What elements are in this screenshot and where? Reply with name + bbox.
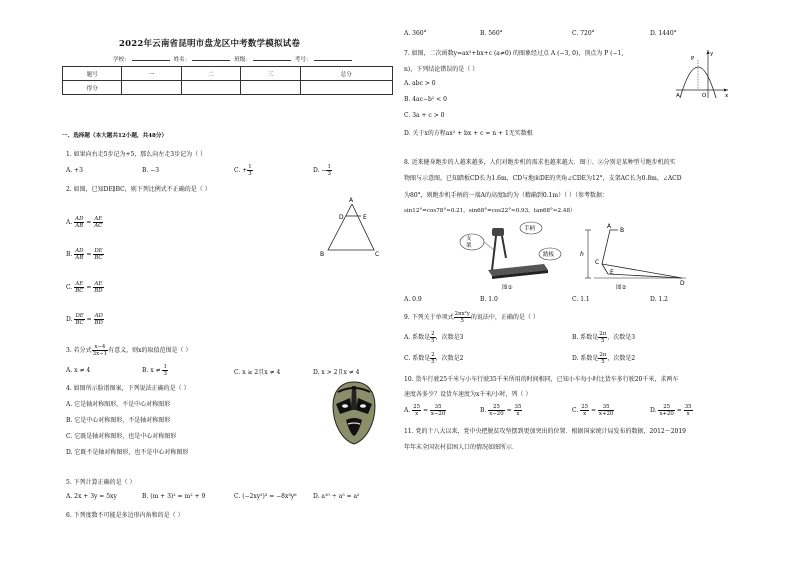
page-title: 2022年云南省昆明市盘龙区中考数学模拟试卷 bbox=[119, 39, 301, 49]
q6-option-b[interactable]: B. 560° bbox=[480, 30, 503, 37]
q6-option-d[interactable]: D. 1440° bbox=[650, 30, 677, 37]
score-cell[interactable] bbox=[122, 81, 181, 95]
q1-option-a[interactable]: A. +3 bbox=[66, 167, 83, 174]
q5-option-d[interactable]: D. a¹⁰ ÷ a⁵ = a² bbox=[313, 493, 360, 500]
fig2-caption: 图② bbox=[616, 285, 627, 291]
score-table bbox=[62, 66, 393, 95]
q5-option-a[interactable]: A. 2x + 3y = 5xy bbox=[66, 493, 117, 500]
q1-option-d[interactable]: D. − $\frac{1}{3}$ bbox=[313, 164, 331, 177]
fig-label-support-1: 支 bbox=[466, 236, 472, 242]
q8-line-4: sin12°=cos78°≈0.21，sin68°=cos22°≈0.93，tan68°≈2.48） bbox=[404, 208, 576, 214]
q10-option-d[interactable]: D. $\frac{25}{x+20}$ = $\frac{35}{x}$ bbox=[650, 404, 692, 417]
exam-no-blank[interactable] bbox=[314, 55, 352, 61]
fig-label-c: C bbox=[375, 251, 380, 258]
fig1-caption: 图① bbox=[502, 285, 513, 291]
q2-triangle-figure bbox=[312, 196, 384, 262]
q8-line-3: 为80°，则跑步机手柄的一端A的高度h约为（精确到0.1m）（ ）（参考数据： bbox=[404, 192, 608, 199]
fig-label-handle: 手柄 bbox=[524, 226, 536, 232]
q11-line-1: 11. 党的十八大以来，党中央把脱贫攻坚摆到更加突出的位置．根据国家统计局发布的数据，2012～2019 bbox=[404, 428, 686, 435]
exam-no-label: 考号： bbox=[294, 57, 312, 63]
q10-line-1: 10. 货车行驶25千米与小车行驶35千米所用的时间相同，已知小车每小时比货车多行驶20千米，求两车 bbox=[404, 376, 679, 383]
q2-option-d[interactable]: D. $\frac{DE}{BC}$ = $\frac{AD}{BD}$ bbox=[66, 313, 103, 326]
score-cell[interactable] bbox=[181, 81, 240, 95]
q4-option-b[interactable]: B. 它是中心对称图形，不是轴对称图形 bbox=[66, 417, 171, 424]
q2-option-c[interactable]: C. $\frac{AE}{BC}$ = $\frac{AE}{BD}$ bbox=[66, 281, 103, 294]
fig-label-x: x bbox=[725, 93, 729, 99]
q10-option-c[interactable]: C. $\frac{25}{x}$ = $\frac{35}{x+20}$ bbox=[572, 404, 614, 417]
fig-label-a: A bbox=[676, 93, 680, 99]
q3-stem: 3. 若分式 $\frac{x-4}{3x-1}$ 有意义，则x的取值范围是（ ） bbox=[66, 344, 192, 357]
q4-option-c[interactable]: C. 它既是轴对称图形，也是中心对称图形 bbox=[66, 433, 177, 440]
score-cell: 总分 bbox=[300, 67, 392, 81]
score-value-row bbox=[63, 81, 393, 95]
q7-option-a[interactable]: A. abc > 0 bbox=[404, 80, 436, 87]
q9-stem: 9. 下列关于单项式 $\frac{\text{2πx²y}}{5}$ 的说法中，正确的是（ ） bbox=[404, 311, 539, 324]
q7-line-2: n)，下列结论错误的是（ ） bbox=[404, 66, 479, 73]
q6-stem: 6. 下列度数不可能是多边形内角和的是（ ） bbox=[66, 512, 184, 519]
q3-option-d[interactable]: D. x > 2且x ≠ 4 bbox=[313, 369, 360, 376]
q10-line-2: 速度各多少？设货车速度为x千米/小时，列（ ） bbox=[404, 391, 532, 398]
fig-label-b2: B bbox=[620, 227, 625, 234]
score-cell: 题号 bbox=[63, 67, 122, 81]
section-heading: 一、选择题（本大题共12小题，共48分） bbox=[62, 133, 168, 139]
q3-option-b[interactable]: B. x ≠ $\frac{1}{3}$ bbox=[142, 364, 167, 377]
score-cell[interactable] bbox=[300, 81, 392, 95]
q4-option-d[interactable]: D. 它既不是轴对称图形，也不是中心对称图形 bbox=[66, 449, 189, 456]
student-info-line bbox=[113, 55, 354, 63]
fig-label-y: y bbox=[710, 51, 714, 57]
class-blank[interactable] bbox=[253, 55, 291, 61]
fig-label-support-2: 架 bbox=[466, 243, 472, 249]
q8-option-b[interactable]: B. 1.0 bbox=[480, 296, 498, 303]
q5-option-c[interactable]: C. (−2xy²)³ = −8x³y⁶ bbox=[234, 493, 297, 500]
q5-stem: 5. 下列计算正确的是（ ） bbox=[66, 479, 136, 486]
q9-option-d[interactable]: D. 系数是 $\frac{2\pi}{5}$ ，次数是2 bbox=[572, 352, 636, 365]
name-blank[interactable] bbox=[192, 55, 230, 61]
opera-mask-image bbox=[330, 380, 378, 446]
treadmill-diagram-figure bbox=[574, 222, 694, 292]
q7-parabola-figure bbox=[672, 48, 732, 100]
school-label: 学校： bbox=[113, 57, 130, 63]
score-cell: 三 bbox=[241, 67, 300, 81]
fig-label-o: O bbox=[702, 93, 707, 99]
q2-option-b[interactable]: B. $\frac{AD}{AB}$ = $\frac{DE}{BC}$ bbox=[66, 248, 103, 261]
q7-option-d[interactable]: D. 关于x的方程ax² + bx + c = n + 1无实数根 bbox=[404, 130, 533, 137]
fig-label-d2: D bbox=[680, 280, 685, 287]
q1-stem: 1. 如果向右走5步记为+5，那么向左走3步记为（ ） bbox=[66, 151, 207, 158]
q4-stem: 4. 如图所示脸谱图案，下列说法正确的是（ ） bbox=[66, 385, 190, 392]
q6-option-c[interactable]: C. 720° bbox=[572, 30, 595, 37]
q2-stem: 2. 如图，已知DE∥BC，则下列比例式不正确的是（ ） bbox=[66, 186, 211, 193]
fig-label-d: D bbox=[339, 214, 344, 221]
q8-option-d[interactable]: D. 1.2 bbox=[650, 296, 668, 303]
fig-label-p: P bbox=[691, 56, 695, 62]
q11-line-2: 年年末全国农村贫困人口的情况如图所示． bbox=[404, 444, 519, 451]
score-header-row bbox=[63, 67, 393, 81]
fig-label-e: E bbox=[363, 214, 367, 221]
q8-line-1: 8. 近来健身跑步的人越来越多，人们对跑步机的需求也越来越大．图①、②分别是某种型号跑步机的实 bbox=[404, 159, 676, 166]
q2-option-a[interactable]: A. $\frac{AD}{AB}$ = $\frac{AE}{AC}$ bbox=[66, 216, 103, 229]
fig-label-h: h bbox=[580, 251, 584, 258]
q7-line-1: 7. 如图，二次函数y=ax²+bx+c (a≠0) 的图象经过点 A (−3, 0)，顶点为 P (−1, bbox=[404, 50, 624, 57]
name-label: 姓名： bbox=[173, 57, 191, 63]
score-cell: 二 bbox=[181, 67, 240, 81]
score-cell: 得分 bbox=[63, 81, 122, 95]
q3-option-a[interactable]: A. x ≠ 4 bbox=[66, 367, 91, 374]
fig-label-a2: A bbox=[607, 223, 612, 230]
q9-option-a[interactable]: A. 系数是 $\frac{2}{5}$ ，次数是3 bbox=[404, 331, 464, 344]
q10-option-b[interactable]: B. $\frac{25}{x-20}$ = $\frac{35}{x}$ bbox=[480, 404, 522, 417]
fig-label-c2: C bbox=[595, 259, 600, 266]
q7-option-c[interactable]: C. 3a + c > 0 bbox=[404, 112, 445, 119]
q6-option-a[interactable]: A. 360° bbox=[404, 30, 427, 37]
class-label: 班级： bbox=[234, 57, 251, 63]
q3-option-c[interactable]: C. x ≥ 2且x ≠ 4 bbox=[234, 369, 281, 376]
q1-option-c[interactable]: C. + $\frac{1}{3}$ bbox=[234, 164, 252, 177]
fig-label-pedal: 踏板 bbox=[543, 252, 555, 258]
q1-option-b[interactable]: B. −3 bbox=[142, 167, 160, 174]
fig-label-a: A bbox=[349, 197, 354, 204]
score-cell: 一 bbox=[122, 67, 181, 81]
q8-line-2: 物图与示意图，已知踏板CD长为1.6m，CD与地面DE的夹角∠CDE为12°，支架AC长为0.8m，∠ACD bbox=[404, 175, 682, 182]
q10-option-a[interactable]: A. $\frac{25}{x}$ = $\frac{35}{x-20}$ bbox=[404, 404, 446, 417]
fig-label-e2: E bbox=[610, 269, 614, 276]
q8-option-c[interactable]: C. 1.1 bbox=[572, 296, 590, 303]
treadmill-photo-figure bbox=[458, 218, 568, 292]
q9-option-c[interactable]: C. 系数是 $\frac{2}{5}$ ，次数是2 bbox=[404, 352, 464, 365]
score-cell[interactable] bbox=[241, 81, 300, 95]
school-blank[interactable] bbox=[132, 55, 170, 61]
fig-label-b: B bbox=[320, 251, 325, 258]
q5-option-b[interactable]: B. (m + 3)² = m² + 9 bbox=[142, 493, 206, 500]
q7-option-b[interactable]: B. 4ac−b² < 0 bbox=[404, 96, 447, 103]
q9-option-b[interactable]: B. 系数是 $\frac{2\pi}{5}$ ，次数是3 bbox=[572, 331, 636, 344]
q4-option-a[interactable]: A. 它是轴对称图形，不是中心对称图形 bbox=[66, 401, 171, 408]
q8-option-a[interactable]: A. 0.9 bbox=[404, 296, 422, 303]
